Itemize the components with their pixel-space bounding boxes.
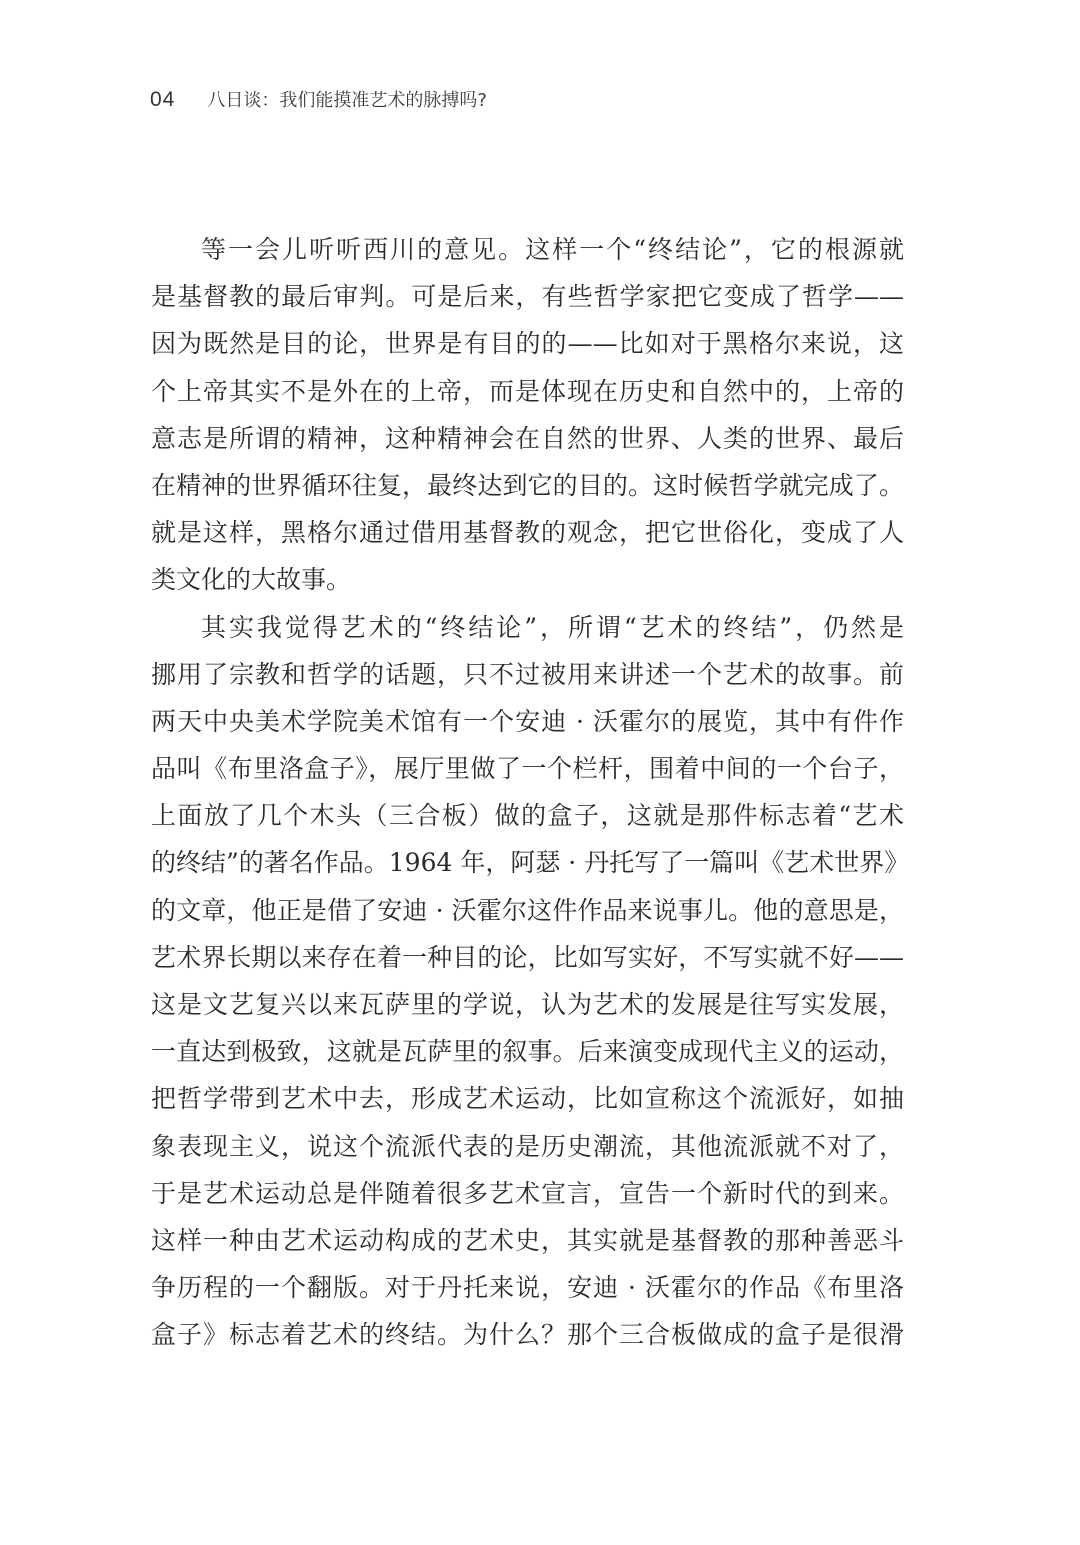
running-title: 八日谈：我们能摸准艺术的脉搏吗? xyxy=(207,90,487,111)
text-line: 象表现主义，说这个流派代表的是历史潮流，其他流派就不对了， xyxy=(151,1131,904,1161)
body-text xyxy=(151,226,910,1359)
text-line: 这样一种由艺术运动构成的艺术史，其实就是基督教的那种善恶斗 xyxy=(151,1225,904,1255)
text-line: 挪用了宗教和哲学的话题，只不过被用来讲述一个艺术的故事。前 xyxy=(151,659,904,689)
text-line: 两天中央美术学院美术馆有一个安迪 · 沃霍尔的展览，其中有件作 xyxy=(151,706,904,736)
text-line: 类文化的大故事。 xyxy=(151,565,352,595)
text-line: 就是这样，黑格尔通过借用基督教的观念，把它世俗化，变成了人 xyxy=(151,518,904,548)
text-line: 个上帝其实不是外在的上帝，而是体现在历史和自然中的，上帝的 xyxy=(151,376,904,406)
text-line: 于是艺术运动总是伴随着很多艺术宣言，宣告一个新时代的到来。 xyxy=(151,1178,904,1208)
text-line: 的终结”的著名作品。1964 年，阿瑟 · 丹托写了一篇叫《艺术世界》 xyxy=(151,848,910,878)
text-line: 这是文艺复兴以来瓦萨里的学说，认为艺术的发展是往写实发展， xyxy=(151,990,904,1019)
page-number: 04 xyxy=(150,88,176,111)
running-header xyxy=(150,86,487,116)
text-line: 上面放了几个木头（三合板）做的盒子，这就是那件标志着“艺术 xyxy=(151,801,904,831)
text-line: 的文章，他正是借了安迪 · 沃霍尔这件作品来说事儿。他的意思是， xyxy=(151,895,904,925)
text-line: 品叫《布里洛盒子》，展厅里做了一个栏杆，围着中间的一个台子， xyxy=(151,754,904,784)
text-line: 是基督教的最后审判。可是后来，有些哲学家把它变成了哲学—— xyxy=(151,282,904,312)
text-line: 盒子》标志着艺术的终结。为什么？那个三合板做成的盒子是很滑 xyxy=(151,1320,904,1350)
text-line: 其实我觉得艺术的“终结论”，所谓“艺术的终结”，仍然是 xyxy=(201,612,904,642)
text-line: 一直达到极致，这就是瓦萨里的叙事。后来演变成现代主义的运动， xyxy=(151,1037,904,1067)
text-line: 在精神的世界循环往复，最终达到它的目的。这时候哲学就完成了。 xyxy=(151,470,904,500)
text-line: 艺术界长期以来存在着一种目的论，比如写实好，不写实就不好—— xyxy=(151,942,904,972)
text-line: 意志是所谓的精神，这种精神会在自然的世界、人类的世界、最后 xyxy=(151,423,904,453)
text-line: 因为既然是目的论，世界是有目的的——比如对于黑格尔来说，这 xyxy=(151,329,904,359)
text-line: 把哲学带到艺术中去，形成艺术运动，比如宣称这个流派好，如抽 xyxy=(151,1084,904,1114)
text-line: 等一会儿听听西川的意见。这样一个“终结论”，它的根源就 xyxy=(201,235,904,264)
text-line: 争历程的一个翻版。对于丹托来说，安迪 · 沃霍尔的作品《布里洛 xyxy=(151,1273,904,1303)
